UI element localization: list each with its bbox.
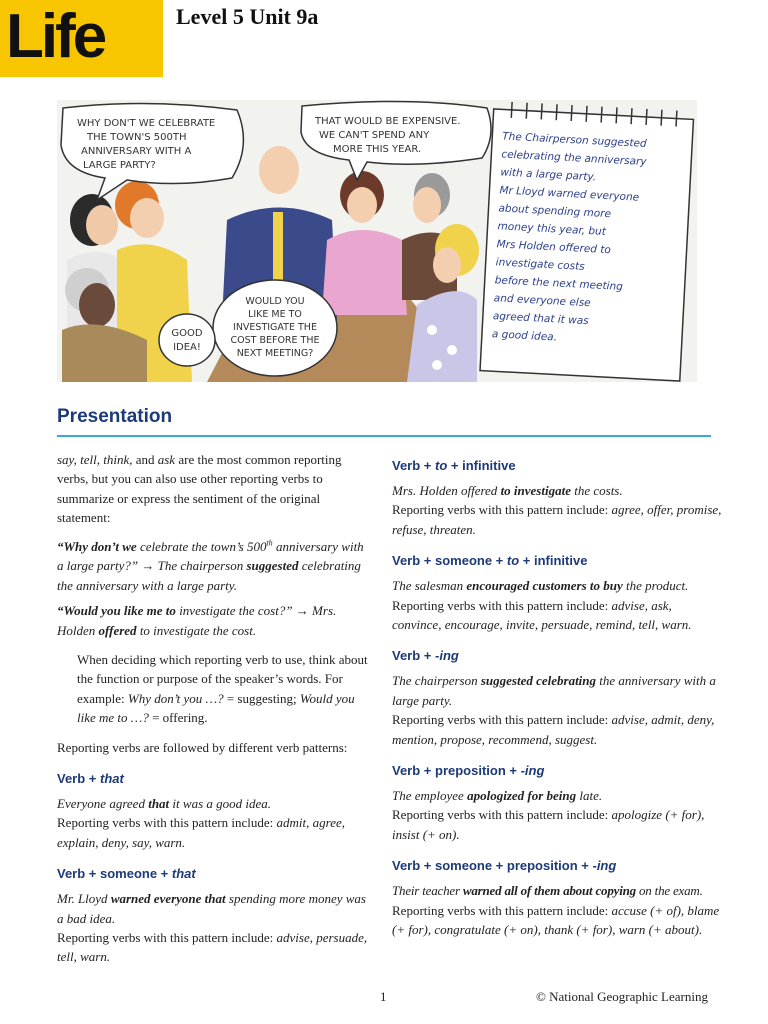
speech-bubble-4 bbox=[159, 314, 215, 366]
pattern-heading-verb-that: Verb + that bbox=[57, 771, 124, 787]
intro-and: and bbox=[132, 452, 158, 467]
pattern-example-verb-someone-to-inf: The salesman encouraged customers to buy the product. bbox=[392, 578, 689, 594]
pattern-list-verb-someone-that: Reporting verbs with this pattern include: advise, persuade, tell, warn. bbox=[57, 930, 368, 965]
copyright: © National Geographic Learning bbox=[536, 989, 708, 1004]
ex1-sup: th bbox=[266, 538, 273, 548]
note-line7: Mrs Holden offered to bbox=[496, 238, 612, 257]
pattern-example-verb-someone-that: Mr. Lloyd warned everyone that spending more money was a bad idea. bbox=[57, 891, 366, 926]
note-line2: celebrating the anniversary bbox=[501, 148, 647, 169]
note-line4: Mr Lloyd warned everyone bbox=[499, 184, 640, 204]
pattern-heading-verb-ing: Verb + -ing bbox=[392, 648, 459, 664]
intro-ask: ask bbox=[157, 452, 176, 467]
tip-text2: = suggesting; bbox=[223, 690, 300, 706]
life-logo bbox=[0, 0, 163, 77]
bubble2-line3: MORE THIS YEAR. bbox=[333, 144, 422, 155]
ex1-text2: anniversary with a large party?” → The chairperson bbox=[57, 538, 364, 574]
pattern-heading-verb-to-inf: Verb + to + infinitive bbox=[392, 458, 516, 473]
bubble1-line4: LARGE PARTY? bbox=[83, 160, 156, 171]
note-line11: agreed that it was bbox=[492, 310, 589, 328]
pattern-heading-verb-prep-ing: Verb + preposition + -ing bbox=[392, 763, 545, 779]
pattern-list-verb-someone-to-inf: Reporting verbs with this pattern include: advise, ask, convince, encourage, invite, persuade, remind, tell, warn. bbox=[392, 597, 692, 633]
ex1-text: celebrate the town’s 500 bbox=[136, 538, 267, 554]
ex1-bold: “Why don’t we bbox=[57, 538, 137, 554]
notepad bbox=[480, 101, 694, 381]
bubble2-line2: WE CAN'T SPEND ANY bbox=[319, 130, 430, 141]
pattern-heading-verb-someone-that: Verb + someone + that bbox=[57, 866, 196, 882]
pattern-example-verb-to-inf: Mrs. Holden offered to investigate the costs. bbox=[392, 483, 623, 498]
tip-ex2: Would you like me to …? bbox=[77, 690, 355, 726]
section-title: Presentation bbox=[57, 406, 173, 427]
bubble1-line3: ANNIVERSARY WITH A bbox=[81, 146, 192, 157]
intro-verbs: say, tell, think, bbox=[57, 452, 133, 467]
bubble4-line2: IDEA! bbox=[173, 342, 201, 353]
pattern-list-verb-to-inf: Reporting verbs with this pattern include: agree, offer, promise, refuse, threaten. bbox=[392, 502, 722, 537]
tip-ex1: Why don’t you …? bbox=[127, 690, 224, 706]
note-line8: investigate costs bbox=[495, 256, 585, 273]
example-1 bbox=[57, 534, 369, 596]
note-line9: before the next meeting bbox=[494, 274, 624, 293]
note-line6: money this year, but bbox=[497, 220, 607, 238]
bubble4-line1: GOOD bbox=[171, 328, 203, 339]
tip-text3: = offering. bbox=[148, 710, 208, 726]
tip-paragraph bbox=[57, 650, 369, 728]
pattern-example-verb-ing: The chairperson suggested celebrating the anniversary with a large party. bbox=[392, 673, 716, 708]
page-number: 1 bbox=[380, 989, 387, 1004]
pattern-list-verb-that: Reporting verbs with this pattern include: admit, agree, explain, deny, say, warn. bbox=[57, 815, 345, 850]
tip-text: When deciding which reporting verb to use, think about the function or purpose of the speaker’s words. For example: bbox=[77, 651, 368, 706]
ex2-text: investigate the cost?” → Mrs. Holden bbox=[57, 603, 337, 638]
left-column bbox=[57, 450, 369, 967]
ex2-text2: to investigate the cost. bbox=[136, 622, 257, 638]
bubble2-line1: THAT WOULD BE EXPENSIVE. bbox=[315, 116, 461, 127]
pattern-example-verb-someone-prep-ing: Their teacher warned all of them about copying on the exam. bbox=[392, 883, 703, 899]
note-line1: The Chairperson suggested bbox=[501, 130, 647, 150]
patterns-intro: Reporting verbs are followed by different verb patterns: bbox=[57, 739, 348, 755]
meeting-cartoon bbox=[57, 100, 697, 382]
bubble1-line1: WHY DON'T WE CELEBRATE bbox=[77, 118, 216, 129]
note-line3: with a large party. bbox=[500, 166, 597, 184]
unit-title: Level 5 Unit 9a bbox=[176, 4, 319, 29]
example-2 bbox=[57, 601, 369, 640]
note-line5: about spending more bbox=[498, 202, 612, 221]
bubble3-line1: WOULD YOU bbox=[245, 296, 305, 307]
ex1-verb: suggested bbox=[246, 558, 299, 574]
pattern-example-verb-that: Everyone agreed that it was a good idea. bbox=[57, 796, 272, 812]
pattern-list-verb-someone-prep-ing: Reporting verbs with this pattern include: accuse (+ of), blame (+ for), congratulate (+ on), thank (+ for), warn (+ about). bbox=[392, 902, 720, 938]
intro-paragraph bbox=[57, 450, 369, 528]
ex2-bold: “Would you like me to bbox=[57, 603, 176, 619]
logo-text: Life bbox=[6, 2, 105, 71]
pattern-heading-verb-someone-prep-ing: Verb + someone + preposition + -ing bbox=[392, 858, 617, 874]
bubble3-line2: LIKE ME TO bbox=[248, 309, 302, 320]
section-divider bbox=[57, 435, 711, 437]
bubble1-line2: THE TOWN'S 500TH bbox=[87, 132, 187, 143]
bubble3-line3: INVESTIGATE THE bbox=[233, 322, 317, 333]
bubble3-line5: NEXT MEETING? bbox=[236, 348, 314, 359]
pattern-list-verb-ing: Reporting verbs with this pattern include: advise, admit, deny, mention, propose, recommend, suggest. bbox=[392, 712, 715, 747]
ex1-text3: celebrating the anniversary with a large party. bbox=[57, 558, 361, 593]
bubble3-line4: COST BEFORE THE bbox=[230, 335, 320, 346]
pattern-list-verb-prep-ing: Reporting verbs with this pattern include: apologize (+ for), insist (+ on). bbox=[392, 807, 705, 842]
pattern-heading-verb-someone-to-inf: Verb + someone + to + infinitive bbox=[392, 553, 588, 569]
note-line10: and everyone else bbox=[493, 292, 591, 310]
ex2-verb: offered bbox=[98, 622, 137, 638]
intro-text: are the most common reporting verbs, but you can also use other reporting verbs to summarize or express the sentiment of the original statement: bbox=[57, 452, 342, 526]
pattern-example-verb-prep-ing: The employee apologized for being late. bbox=[392, 788, 603, 804]
right-column bbox=[392, 457, 722, 940]
note-line12: a good idea. bbox=[491, 328, 558, 344]
